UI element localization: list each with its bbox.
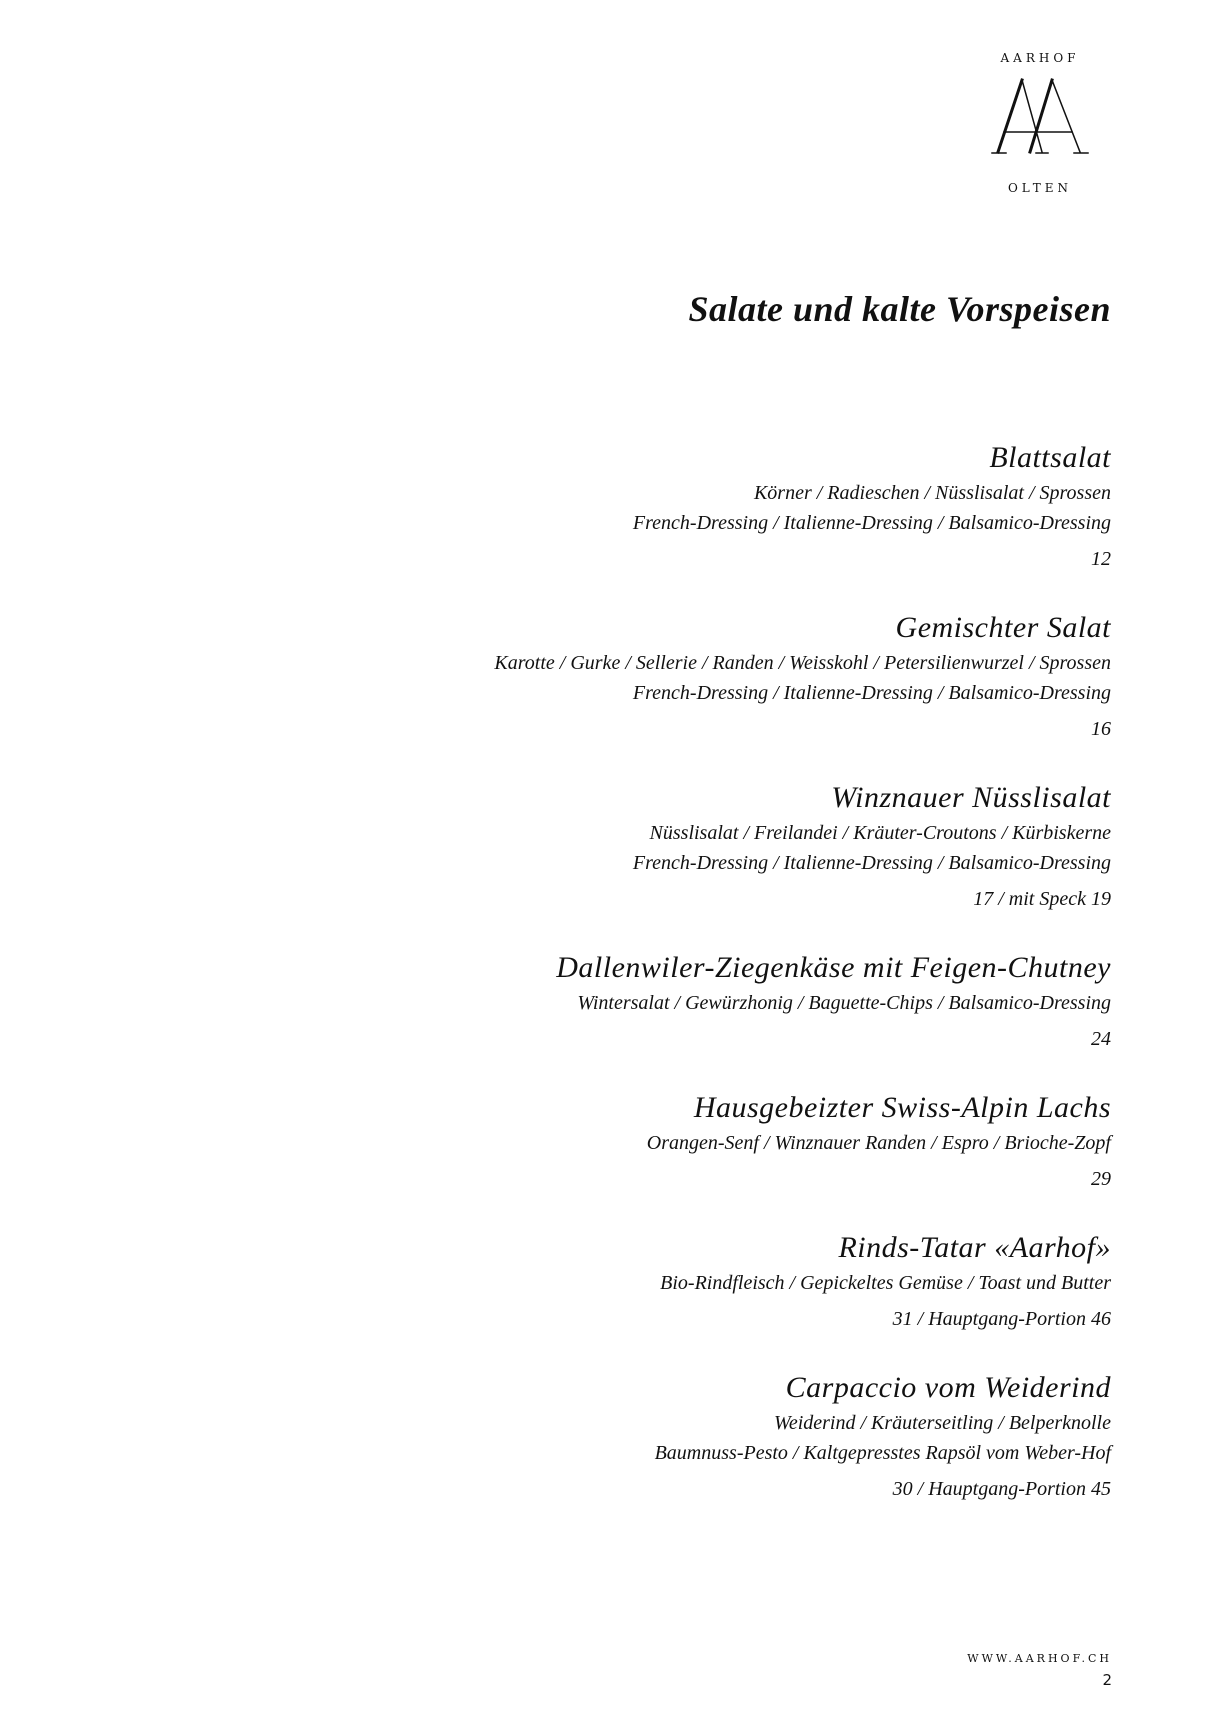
brand-name-top: AARHOF: [1000, 51, 1080, 65]
menu-item-description: Körner / Radieschen / Nüsslisalat / Sprossen: [753, 482, 1111, 504]
menu-item-description: Weiderind / Kräuterseitling / Belperknolle: [774, 1412, 1111, 1434]
menu-item-name: Blattsalat: [989, 441, 1111, 474]
menu-item-name: Winznauer Nüsslisalat: [831, 781, 1111, 814]
menu-item-description: Karotte / Gurke / Sellerie / Randen / Weisskohl / Petersilienwurzel / Sprossen: [494, 652, 1111, 674]
page-title: Salate und kalte Vorspeisen: [688, 289, 1111, 329]
menu-item: [211, 1088, 1111, 1228]
menu-item-name: Rinds-Tatar «Aarhof»: [838, 1231, 1111, 1264]
menu-item-name: Hausgebeizter Swiss-Alpin Lachs: [693, 1091, 1111, 1124]
brand-name-bottom: OLTEN: [1007, 181, 1073, 195]
menu-item-description: French-Dressing / Italienne-Dressing / Balsamico-Dressing: [632, 852, 1111, 874]
menu-item-description: Orangen-Senf / Winznauer Randen / Espro / Brioche-Zopf: [646, 1132, 1111, 1154]
menu-item-price: 17 / mit Speck 19: [973, 888, 1111, 910]
menu-item-description: Bio-Rindfleisch / Gepickeltes Gemüse / Toast und Butter: [660, 1272, 1111, 1294]
aa-monogram-icon: [990, 76, 1090, 156]
menu-item-description: Baumnuss-Pesto / Kaltgepresstes Rapsöl vom Weber-Hof: [654, 1442, 1111, 1464]
menu-item-price: 29: [1091, 1168, 1111, 1190]
menu-item: [211, 1368, 1111, 1538]
menu-item-description: Wintersalat / Gewürzhonig / Baguette-Chips / Balsamico-Dressing: [577, 992, 1111, 1014]
menu-item-price: 24: [1091, 1028, 1111, 1050]
menu-item: [211, 1228, 1111, 1368]
menu-item: [211, 778, 1111, 948]
menu-item-price: 30 / Hauptgang-Portion 45: [892, 1478, 1111, 1500]
menu-item: [211, 948, 1111, 1088]
menu-item-price: 12: [1091, 548, 1111, 570]
menu-list: [211, 438, 1111, 1538]
page-number: 2: [1102, 1671, 1112, 1689]
menu-item-description: French-Dressing / Italienne-Dressing / Balsamico-Dressing: [632, 512, 1111, 534]
menu-item-description: Nüsslisalat / Freilandei / Kräuter-Croutons / Kürbiskerne: [649, 822, 1111, 844]
menu-item-price: 16: [1091, 718, 1111, 740]
menu-item-name: Dallenwiler-Ziegenkäse mit Feigen-Chutney: [556, 951, 1111, 984]
menu-item-description: French-Dressing / Italienne-Dressing / Balsamico-Dressing: [632, 682, 1111, 704]
menu-item: [211, 608, 1111, 778]
website-link[interactable]: WWW.AARHOF.CH: [967, 1652, 1112, 1665]
menu-item-name: Gemischter Salat: [895, 611, 1111, 644]
menu-item-price: 31 / Hauptgang-Portion 46: [892, 1308, 1111, 1330]
menu-item: [211, 438, 1111, 608]
brand-logo: [980, 48, 1100, 198]
menu-item-name: Carpaccio vom Weiderind: [785, 1371, 1111, 1404]
